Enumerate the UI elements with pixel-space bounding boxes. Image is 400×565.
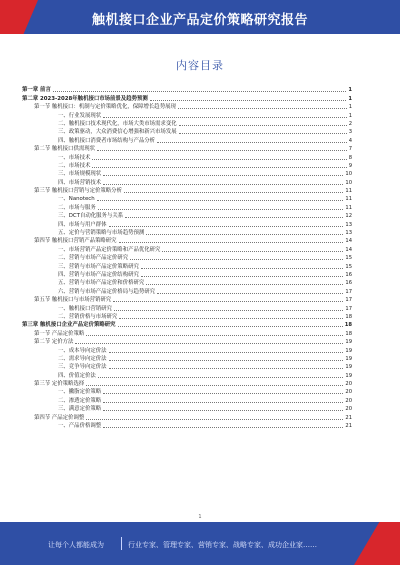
toc-entry-text: 一、Nanotech [58, 196, 95, 203]
toc-leader-dots [130, 259, 343, 260]
toc-leader-dots [141, 268, 344, 269]
toc-entry[interactable] [22, 244, 352, 252]
toc-entry[interactable] [22, 261, 352, 269]
toc-entry[interactable] [22, 219, 352, 227]
toc-entry-text: 三、政策驱动，大众消费信心增强和新兴市场发展 [58, 129, 177, 136]
toc-entry[interactable] [22, 312, 352, 320]
toc-entry-page: 20 [345, 397, 352, 404]
toc-entry-page: 14 [345, 238, 352, 245]
toc-leader-dots [109, 226, 344, 227]
toc-leader-dots [86, 419, 343, 420]
toc-entry[interactable] [22, 345, 352, 353]
toc-leader-dots [98, 209, 344, 210]
toc-entry-page: 21 [345, 414, 352, 421]
toc-leader-dots [118, 326, 343, 327]
toc-entry-text: 六、营销与市场产品定价格局与趋势研究 [58, 288, 156, 295]
toc-entry-text: 第三章 触机接口企业产品定价策略研究 [22, 322, 116, 329]
toc-leader-dots [53, 91, 347, 92]
toc-entry-text: 二、需求导向定价法 [58, 355, 107, 362]
toc-entry[interactable] [22, 379, 352, 387]
toc-entry-page: 13 [345, 221, 352, 228]
toc-leader-dots [86, 335, 343, 336]
toc-leader-dots [97, 150, 347, 151]
toc-entry[interactable] [22, 253, 352, 261]
toc-entry[interactable] [22, 202, 352, 210]
toc-leader-dots [179, 133, 347, 134]
toc-leader-dots [124, 192, 343, 193]
toc-leader-dots [103, 427, 343, 428]
toc-entry-text: 四、价值定价法 [58, 372, 96, 379]
toc-entry[interactable] [22, 85, 352, 93]
toc-leader-dots [109, 360, 344, 361]
toc-entry-page: 20 [345, 389, 352, 396]
toc-entry-page: 19 [345, 347, 352, 354]
toc-leader-dots [109, 368, 344, 369]
toc-entry[interactable] [22, 412, 352, 420]
footer-slogan: 让每个人都能成为 [48, 541, 104, 549]
toc-entry[interactable] [22, 161, 352, 169]
toc-entry-page: 1 [348, 112, 352, 119]
toc-leader-dots [103, 393, 343, 394]
report-footer [0, 522, 400, 565]
toc-entry[interactable] [22, 395, 352, 403]
toc-leader-dots [119, 242, 344, 243]
toc-entry-text: 三、DCT自动化服务与关系 [58, 213, 124, 220]
toc-leader-dots [150, 100, 347, 101]
toc-entry-text: 一、市场技术 [58, 154, 91, 161]
toc-leader-dots [157, 142, 347, 143]
toc-entry-text: 第一节 产品定价策略 [34, 330, 85, 337]
toc-entry-text: 第三节 触机接口营销与定价策略分析 [34, 188, 122, 195]
toc-entry[interactable] [22, 354, 352, 362]
toc-entry[interactable] [22, 135, 352, 143]
toc-entry-page: 19 [345, 372, 352, 379]
footer-corner-accent [354, 522, 400, 565]
toc-entry-text: 一、市场营销产品定价策略和产品优化研究 [58, 246, 161, 253]
toc-leader-dots [146, 284, 343, 285]
footer-divider [121, 537, 122, 550]
toc-entry-page: 19 [345, 339, 352, 346]
toc-entry[interactable] [22, 177, 352, 185]
toc-entry-text: 一、行业发展现状 [58, 112, 102, 119]
toc-entry-text: 第二章 2023-2028年触机接口市场前景及趋势预测 [22, 95, 148, 102]
toc-leader-dots [157, 293, 343, 294]
table-of-contents [22, 85, 352, 429]
toc-entry-page: 8 [348, 154, 352, 161]
toc-leader-dots [103, 117, 347, 118]
toc-entry-page: 18 [344, 322, 352, 329]
toc-entry-page: 20 [345, 381, 352, 388]
toc-leader-dots [98, 377, 344, 378]
toc-entry-text: 四、触机接口消费者市场结构与产品分析 [58, 137, 156, 144]
toc-entry-text: 四、营销与市场产品定价结构研究 [58, 271, 139, 278]
toc-entry-text: 一、成本导向定价法 [58, 347, 107, 354]
toc-entry-text: 四、市场与用户群体 [58, 221, 107, 228]
toc-entry-page: 16 [345, 280, 352, 287]
toc-entry-page: 15 [345, 255, 352, 262]
toc-entry[interactable] [22, 328, 352, 336]
toc-entry-page: 1 [348, 87, 352, 94]
toc-leader-dots [97, 200, 344, 201]
toc-entry-text: 二、营销与市场产品定价研究 [58, 255, 129, 262]
toc-entry-text: 第四节 产品定价调整 [34, 414, 85, 421]
toc-entry-page: 7 [348, 146, 352, 153]
toc-entry[interactable] [22, 286, 352, 294]
toc-leader-dots [146, 234, 343, 235]
toc-entry[interactable] [22, 270, 352, 278]
report-title: 触机接口企业产品定价策略研究报告 [91, 13, 308, 28]
toc-entry-text: 第五节 触机接口与市场营销研究 [34, 297, 112, 304]
toc-entry[interactable] [22, 144, 352, 152]
toc-entry-page: 18 [345, 313, 352, 320]
toc-leader-dots [103, 175, 343, 176]
toc-entry-text: 第三节 定价策略选择 [34, 381, 85, 388]
toc-entry[interactable] [22, 169, 352, 177]
toc-leader-dots [103, 410, 343, 411]
toc-entry-text: 第一章 前言 [22, 87, 51, 94]
toc-leader-dots [86, 385, 343, 386]
toc-leader-dots [103, 402, 343, 403]
toc-entry-page: 17 [345, 297, 352, 304]
toc-entry-text: 一、撇脂定价策略 [58, 389, 102, 396]
footer-roles: 行业专家、管理专家、营销专家、战略专家、成功企业家…… [128, 541, 317, 549]
toc-entry-text: 第四节 触机接口营销产品策略研究 [34, 238, 117, 245]
toc-entry[interactable] [22, 119, 352, 127]
toc-entry-text: 二、市场技术 [58, 162, 91, 169]
toc-entry-page: 10 [345, 171, 352, 178]
toc-entry-text: 四、市场营销技术 [58, 179, 102, 186]
toc-entry-text: 一、产品价格调整 [58, 423, 102, 430]
toc-entry-text: 二、营销价格与市场研究 [58, 313, 118, 320]
toc-entry-page: 11 [345, 188, 352, 195]
toc-entry[interactable] [22, 211, 352, 219]
toc-entry-text: 五、营销与市场产品定价和价格研究 [58, 280, 145, 287]
toc-entry-page: 16 [345, 271, 352, 278]
toc-leader-dots [114, 310, 343, 311]
toc-entry-text: 二、触机接口技术现代化，市场大类市场需求变化 [58, 120, 177, 127]
toc-entry-page: 2 [348, 120, 352, 127]
toc-leader-dots [109, 352, 344, 353]
toc-leader-dots [119, 318, 343, 319]
toc-entry-text: 三、市场规模现状 [58, 171, 102, 178]
toc-leader-dots [92, 167, 346, 168]
toc-entry-text: 二、渗透定价策略 [58, 397, 102, 404]
toc-entry[interactable] [22, 110, 352, 118]
toc-entry[interactable] [22, 370, 352, 378]
toc-entry-text: 三、竞争导向定价法 [58, 364, 107, 371]
toc-entry[interactable] [22, 93, 352, 101]
toc-entry[interactable] [22, 320, 352, 328]
toc-entry-text: 三、满意定价策略 [58, 406, 102, 413]
toc-entry[interactable] [22, 278, 352, 286]
toc-entry[interactable] [22, 303, 352, 311]
toc-leader-dots [162, 251, 343, 252]
toc-entry-page: 10 [345, 179, 352, 186]
toc-entry-text: 第二节 触机接口供需现状 [34, 146, 96, 153]
page-number: 1 [198, 514, 202, 520]
toc-heading: 内容目录 [176, 59, 224, 72]
toc-entry-text: 三、营销与市场产品定价策略研究 [58, 263, 139, 270]
toc-entry[interactable] [22, 421, 352, 429]
toc-entry-page: 19 [345, 355, 352, 362]
toc-entry[interactable] [22, 186, 352, 194]
toc-entry-page: 1 [348, 104, 352, 111]
toc-entry-page: 3 [348, 129, 352, 136]
toc-entry[interactable] [22, 127, 352, 135]
toc-entry-text: 一、触机接口营销研究 [58, 305, 112, 312]
toc-entry-page: 21 [345, 423, 352, 430]
toc-entry-text: 二、市场与服务 [58, 204, 96, 211]
toc-entry[interactable] [22, 295, 352, 303]
toc-entry-page: 4 [348, 137, 352, 144]
toc-entry[interactable] [22, 194, 352, 202]
report-header [0, 0, 400, 34]
toc-entry[interactable] [22, 404, 352, 412]
toc-entry[interactable] [22, 152, 352, 160]
toc-entry-text: 第二节 定价方法 [34, 339, 74, 346]
toc-entry-page: 13 [345, 230, 352, 237]
toc-entry-page: 14 [345, 246, 352, 253]
toc-entry[interactable] [22, 228, 352, 236]
toc-entry-page: 15 [345, 263, 352, 270]
toc-leader-dots [178, 108, 347, 109]
toc-entry[interactable] [22, 387, 352, 395]
toc-entry[interactable] [22, 362, 352, 370]
toc-entry-page: 19 [345, 364, 352, 371]
toc-entry-page: 1 [348, 95, 352, 102]
toc-entry[interactable] [22, 102, 352, 110]
toc-leader-dots [92, 159, 346, 160]
toc-entry-page: 9 [348, 162, 352, 169]
toc-entry-page: 20 [345, 406, 352, 413]
toc-leader-dots [75, 343, 343, 344]
toc-entry-page: 11 [345, 196, 352, 203]
toc-leader-dots [179, 125, 347, 126]
toc-entry-page: 17 [345, 288, 352, 295]
toc-leader-dots [125, 217, 343, 218]
toc-entry-page: 11 [345, 204, 352, 211]
toc-entry-page: 17 [345, 305, 352, 312]
toc-entry[interactable] [22, 236, 352, 244]
toc-leader-dots [103, 184, 343, 185]
toc-leader-dots [113, 301, 343, 302]
toc-entry[interactable] [22, 337, 352, 345]
toc-entry-text: 第一节 触机接口：机制与定价策略优化，保障增长趋势展现 [34, 104, 176, 111]
toc-entry-page: 12 [345, 213, 352, 220]
toc-entry-page: 18 [345, 330, 352, 337]
toc-entry-text: 五、定价与营销策略与市场趋势预测 [58, 230, 145, 237]
toc-leader-dots [141, 276, 344, 277]
